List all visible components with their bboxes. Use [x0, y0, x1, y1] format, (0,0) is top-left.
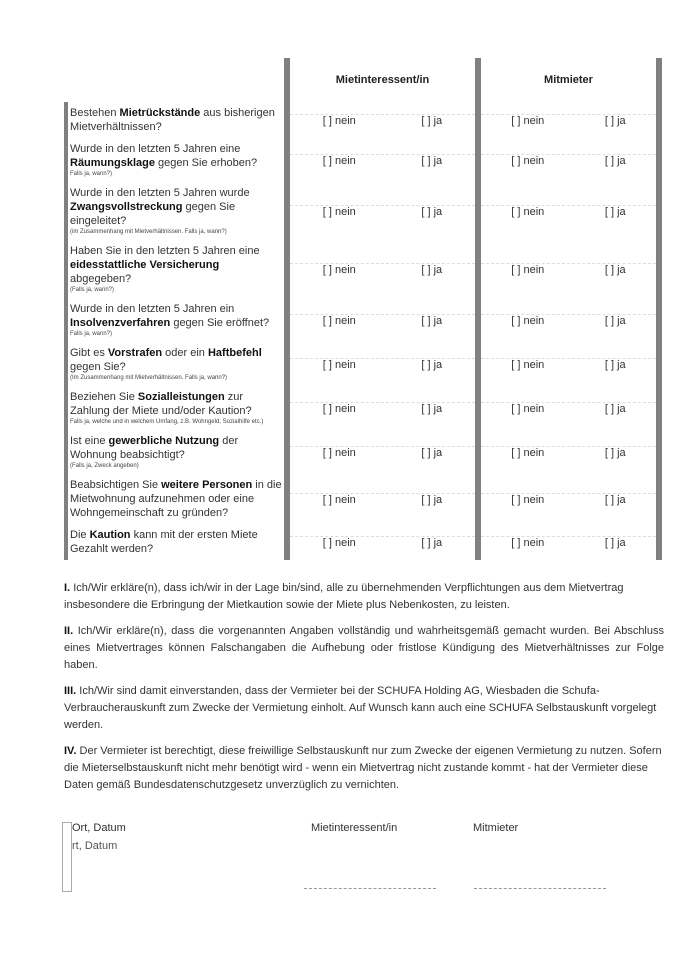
applicant-answer-cell	[287, 240, 478, 298]
question-fragment: Beabsichtigen Sie	[70, 479, 162, 491]
answer-options	[481, 402, 656, 415]
applicant-nein-checkbox[interactable]: [ ] nein	[322, 446, 356, 459]
place-date-label: Ort, Datum	[72, 822, 126, 834]
question-keyword: Räumungsklage	[70, 157, 155, 169]
co-tenant-answer-cell	[478, 386, 659, 430]
applicant-answer-cell	[287, 342, 478, 386]
applicant-answer-cell	[287, 102, 478, 138]
question-fragment: Gibt es	[70, 347, 108, 359]
applicant-ja-checkbox[interactable]: [ ] ja	[421, 263, 443, 276]
declaration-fragment: Mietverhältnisses	[524, 642, 610, 654]
question-text	[68, 474, 284, 524]
question-note: Falls ja, wann?)	[70, 171, 113, 177]
question-fragment: gegen Sie eingeleitet?	[70, 201, 236, 227]
question-fragment: Wurde in den letzten 5 Jahren wurde	[70, 187, 250, 199]
applicant-nein-checkbox[interactable]: [ ] nein	[322, 493, 356, 506]
co-tenant-answer-cell	[478, 342, 659, 386]
table-row	[66, 182, 659, 240]
question-text	[68, 298, 284, 342]
answer-options	[481, 154, 656, 167]
question-keyword: Sozialleistungen	[137, 391, 225, 403]
question-note: Falls ja, wann?)	[70, 331, 113, 337]
answer-options	[290, 114, 475, 127]
applicant-nein-checkbox[interactable]: [ ] nein	[322, 402, 356, 415]
co-tenant-ja-checkbox[interactable]: [ ] ja	[604, 205, 626, 218]
question-text	[68, 138, 284, 182]
table-row	[66, 298, 659, 342]
signature-line-co-tenant[interactable]	[474, 888, 606, 890]
co-tenant-answer-cell	[478, 102, 659, 138]
declaration-text: Vermieter diese Daten gemäß Bundesdatenschutzgesetz unverzüglich zu vernichten.	[64, 762, 648, 791]
declaration-text: Ich/Wir sind damit einverstanden, dass der Vermieter bei der SCHUFA Holding AG, Wiesbaden	[79, 685, 541, 697]
applicant-nein-checkbox[interactable]: [ ] nein	[322, 358, 356, 371]
co-tenant-ja-checkbox[interactable]: [ ] ja	[604, 493, 626, 506]
question-cell	[66, 342, 287, 386]
table-row	[66, 386, 659, 430]
question-cell	[66, 138, 287, 182]
co-tenant-nein-checkbox[interactable]: [ ] nein	[511, 493, 545, 506]
question-text	[68, 342, 284, 386]
co-tenant-ja-checkbox[interactable]: [ ] ja	[604, 263, 626, 276]
question-fragment: zur Zahlung der Miete und/oder Kaution?	[70, 391, 252, 417]
header-co-tenant: Mitmieter	[478, 58, 659, 102]
answer-options	[481, 536, 656, 549]
question-fragment: der Wohnung beabsichtigt?	[70, 435, 239, 461]
question-fragment: Beziehen Sie	[70, 391, 138, 403]
co-tenant-ja-checkbox[interactable]: [ ] ja	[604, 358, 626, 371]
question-keyword: Mietrückstände	[119, 107, 201, 119]
answer-options	[290, 154, 475, 167]
applicant-nein-checkbox[interactable]: [ ] nein	[322, 536, 356, 549]
answer-options	[481, 493, 656, 506]
signature-line-applicant[interactable]	[304, 888, 436, 890]
co-tenant-nein-checkbox[interactable]: [ ] nein	[511, 446, 545, 459]
co-tenant-ja-checkbox[interactable]: [ ] ja	[604, 446, 626, 459]
applicant-answer-cell	[287, 474, 478, 524]
applicant-answer-cell	[287, 138, 478, 182]
applicant-nein-checkbox[interactable]: [ ] nein	[322, 314, 356, 327]
answer-options	[290, 402, 475, 415]
answer-options	[481, 263, 656, 276]
answer-options	[290, 205, 475, 218]
applicant-answer-cell	[287, 430, 478, 474]
questionnaire-table	[64, 58, 662, 560]
applicant-ja-checkbox[interactable]: [ ] ja	[421, 358, 443, 371]
declaration-fragment: Selbstauskunft	[535, 702, 608, 714]
answer-options	[481, 446, 656, 459]
co-tenant-answer-cell	[478, 474, 659, 524]
applicant-ja-checkbox[interactable]: [ ] ja	[421, 205, 443, 218]
question-fragment: Wurde in den letzten 5 Jahren eine	[70, 143, 241, 155]
question-text	[68, 524, 284, 560]
answer-options	[481, 314, 656, 327]
question-keyword: Haftbefehl	[207, 347, 262, 359]
question-keyword: gewerbliche Nutzung	[108, 435, 220, 447]
question-keyword: Kaution	[89, 529, 131, 541]
applicant-ja-checkbox[interactable]: [ ] ja	[421, 314, 443, 327]
declaration-text: Sofern die Mieterselbstauskunft nicht mehr benötigt wird - wenn ein Mietvertrag nicht zustande	[64, 745, 662, 774]
question-cell	[66, 102, 287, 138]
co-tenant-answer-cell	[478, 182, 659, 240]
question-keyword: weitere Personen	[161, 479, 253, 491]
question-fragment: oder ein	[162, 347, 208, 359]
question-fragment: Ist eine	[70, 435, 109, 447]
question-cell	[66, 430, 287, 474]
answer-options	[290, 358, 475, 371]
declaration-number: III.	[64, 685, 77, 697]
question-cell	[66, 240, 287, 298]
table-header-row	[66, 58, 659, 102]
declaration-fragment: nutzen.	[590, 745, 627, 757]
question-text	[68, 102, 284, 138]
applicant-answer-cell	[287, 298, 478, 342]
applicant-ja-checkbox[interactable]: [ ] ja	[421, 402, 443, 415]
applicant-ja-checkbox[interactable]: [ ] ja	[421, 446, 443, 459]
table-row	[66, 240, 659, 298]
answer-options	[290, 314, 475, 327]
answer-options	[290, 446, 475, 459]
question-cell	[66, 298, 287, 342]
declaration-paragraph	[64, 743, 664, 794]
applicant-nein-checkbox[interactable]: [ ] nein	[322, 263, 356, 276]
declaration-text: Ich/Wir erkläre(n), dass ich/wir in der Lage bin/sind, alle zu übernehmenden Verpflichtungen aus dem	[73, 582, 566, 594]
question-keyword: Vorstrafen	[107, 347, 163, 359]
question-fragment: gegen Sie erhoben?	[154, 157, 258, 169]
answer-options	[481, 205, 656, 218]
declaration-text: Ich/Wir erkläre(n), dass die vorgenannten Angaben vollständig und wahrheitsgemäß gemacht wurden. Bei	[77, 625, 610, 637]
co-tenant-answer-cell	[478, 430, 659, 474]
declaration-paragraph	[64, 683, 664, 734]
co-tenant-nein-checkbox[interactable]: [ ] nein	[511, 402, 545, 415]
answer-options	[481, 358, 656, 371]
applicant-nein-checkbox[interactable]: [ ] nein	[322, 205, 356, 218]
applicant-ja-checkbox[interactable]: [ ] ja	[421, 493, 443, 506]
question-text	[68, 182, 284, 240]
table-row	[66, 430, 659, 474]
question-note: (Falls ja, Zweck angeben)	[70, 463, 139, 469]
declaration-text: Der Vermieter ist berechtigt, diese freiwillige Selbstauskunft nur zum Zwecke der eigenen Vermietung zu	[79, 745, 587, 757]
question-fragment: Wurde in den letzten 5 Jahren ein	[70, 303, 235, 315]
question-text	[68, 430, 284, 474]
applicant-ja-checkbox[interactable]: [ ] ja	[421, 154, 443, 167]
question-fragment: gegen Sie eröffnet?	[170, 317, 270, 329]
applicant-ja-checkbox[interactable]: [ ] ja	[421, 536, 443, 549]
declaration-number: II.	[64, 625, 74, 637]
applicant-answer-cell	[287, 524, 478, 560]
question-cell	[66, 474, 287, 524]
signature-block	[62, 822, 622, 902]
co-tenant-ja-checkbox[interactable]: [ ] ja	[604, 402, 626, 415]
co-tenant-ja-checkbox[interactable]: [ ] ja	[604, 536, 626, 549]
declaration-number: IV.	[64, 745, 77, 757]
question-note: (Falls ja, wann?)	[70, 287, 115, 293]
applicant-nein-checkbox[interactable]: [ ] nein	[322, 114, 356, 127]
empty-header-cell	[66, 58, 287, 102]
co-tenant-ja-checkbox[interactable]: [ ] ja	[604, 114, 626, 127]
question-fragment: gegen Sie?	[70, 361, 126, 373]
co-tenant-nein-checkbox[interactable]: [ ] nein	[511, 114, 545, 127]
question-cell	[66, 386, 287, 430]
header-applicant: Mietinteressent/in	[287, 58, 478, 102]
question-fragment: abgegeben?	[70, 273, 132, 285]
form-field-frame	[62, 822, 72, 892]
answer-options	[290, 536, 475, 549]
table-row	[66, 138, 659, 182]
table-row	[66, 474, 659, 524]
question-fragment: aus bisherigen Mietverhältnissen?	[70, 107, 275, 133]
question-fragment: Die	[70, 529, 90, 541]
table-row	[66, 102, 659, 138]
question-note: Falls ja, welche und in welchem Umfang, z.B. Wohngeld, Sozialhilfe etc.)	[70, 419, 264, 425]
declaration-text: Abschluss eines Mietvertrages können Falschangaben die Aufhebung oder fristlose Kündigung des	[64, 625, 664, 654]
co-tenant-nein-checkbox[interactable]: [ ] nein	[511, 314, 545, 327]
declaration-fragment: Mietvertrag	[568, 582, 624, 594]
declaration-paragraph	[64, 580, 664, 614]
question-fragment: in die Mietwohnung aufzunehmen oder eine Wohngemeinschaft zu gründen?	[70, 479, 282, 519]
co-tenant-nein-checkbox[interactable]: [ ] nein	[511, 154, 545, 167]
answer-options	[290, 263, 475, 276]
signature-applicant-label: Mietinteressent/in	[311, 822, 398, 834]
question-keyword: eidesstattliche Versicherung	[70, 259, 220, 271]
declaration-number: I.	[64, 582, 71, 594]
co-tenant-nein-checkbox[interactable]: [ ] nein	[511, 358, 545, 371]
co-tenant-nein-checkbox[interactable]: [ ] nein	[511, 205, 545, 218]
applicant-ja-checkbox[interactable]: [ ] ja	[421, 114, 443, 127]
applicant-answer-cell	[287, 182, 478, 240]
co-tenant-ja-checkbox[interactable]: [ ] ja	[604, 154, 626, 167]
co-tenant-answer-cell	[478, 138, 659, 182]
question-note: (im Zusammenhang mit Mietverhältnissen. Falls ja, wann?)	[70, 229, 227, 235]
applicant-nein-checkbox[interactable]: [ ] nein	[322, 154, 356, 167]
question-fragment: Haben Sie in den letzten 5 Jahren eine	[70, 245, 260, 257]
question-keyword: Insolvenzverfahren	[70, 317, 171, 329]
answer-options	[481, 114, 656, 127]
answer-options	[290, 493, 475, 506]
declarations	[64, 580, 664, 803]
co-tenant-answer-cell	[478, 524, 659, 560]
declaration-text: insbesondere die Erbringung der Mietkaution sowie der Miete plus Nebenkosten, zu leisten.	[64, 599, 510, 611]
declaration-text: Verbraucherauskunft zum Zwecke der Vermietung einholt. Auf Wunsch kann auch eine SCHUFA	[64, 702, 533, 714]
question-cell	[66, 182, 287, 240]
declaration-fragment: die Schufa-	[543, 685, 600, 697]
co-tenant-answer-cell	[478, 298, 659, 342]
declaration-paragraph	[64, 623, 664, 674]
table-row	[66, 342, 659, 386]
co-tenant-answer-cell	[478, 240, 659, 298]
place-date-ghost: rt, Datum	[72, 840, 118, 852]
question-fragment: Bestehen	[70, 107, 120, 119]
question-note: (Im Zusammenhang mit Mietverhältnissen. Falls ja, wann?)	[70, 375, 228, 381]
question-fragment: kann mit der ersten Miete Gezahlt werden?	[70, 529, 258, 555]
co-tenant-ja-checkbox[interactable]: [ ] ja	[604, 314, 626, 327]
co-tenant-nein-checkbox[interactable]: [ ] nein	[511, 263, 545, 276]
question-cell	[66, 524, 287, 560]
signature-co-tenant-label: Mitmieter	[473, 822, 519, 834]
co-tenant-nein-checkbox[interactable]: [ ] nein	[511, 536, 545, 549]
declaration-fragment: kommt - hat der	[491, 762, 569, 774]
question-text	[68, 386, 284, 430]
declaration-text: vorgelegt werden.	[64, 702, 657, 731]
question-keyword: Zwangsvollstreckung	[70, 201, 183, 213]
question-text	[68, 240, 284, 298]
table-row	[66, 524, 659, 560]
declaration-text: zur Folge haben.	[64, 642, 664, 671]
applicant-answer-cell	[287, 386, 478, 430]
